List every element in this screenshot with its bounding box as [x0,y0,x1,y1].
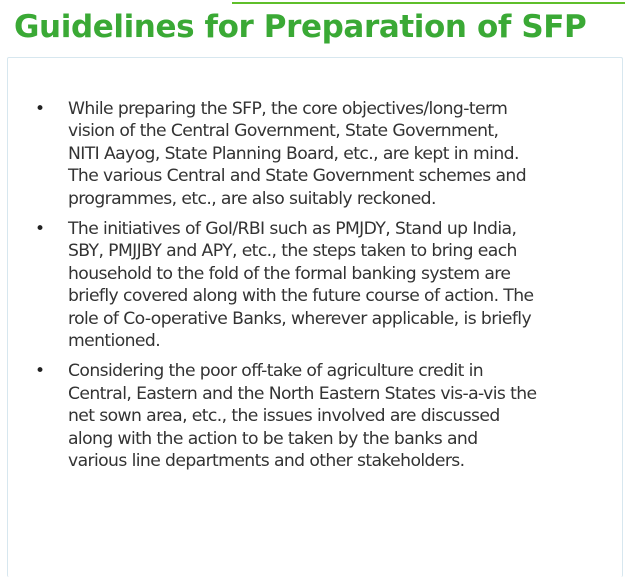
bullet-icon: • [35,361,45,382]
bullet-list [8,98,608,481]
line: While preparing the SFP, the core objectives/long-term [68,99,508,119]
bullet-item-3 [8,360,608,472]
content-panel [7,57,623,577]
line: Central, Eastern and the North Eastern States vis-a-vis the [68,383,537,404]
line: household to the fold of the formal banking system are [68,263,511,284]
line: various line departments and other stakeholders. [68,451,465,472]
line: NITI Aayog, State Planning Board, etc., are kept in mind. [68,143,519,164]
bullet-item-1 [8,98,608,210]
line: Considering the poor off-take of agriculture credit in [68,361,484,382]
line: briefly covered along with the future course of action. The [68,286,534,307]
page-title: Guidelines for Preparation of SFP [14,9,587,45]
line: role of Co-operative Banks, wherever applicable, is briefly [68,308,532,329]
title-rule [232,2,625,4]
line: SBY, PMJJBY and APY, etc., the steps taken to bring each [68,241,517,262]
line: programmes, etc., are also suitably reckoned. [68,188,436,209]
bullet-item-2 [8,218,608,352]
line: mentioned. [68,331,161,352]
line: along with the action to be taken by the banks and [68,428,478,449]
line: net sown area, etc., the issues involved are discussed [68,406,500,427]
bullet-icon: • [35,219,45,240]
bullet-icon: • [35,99,45,119]
line: vision of the Central Government, State Government, [68,121,499,142]
line: The initiatives of GoI/RBI such as PMJDY, Stand up India, [68,219,517,240]
line: The various Central and State Government schemes and [68,166,526,187]
